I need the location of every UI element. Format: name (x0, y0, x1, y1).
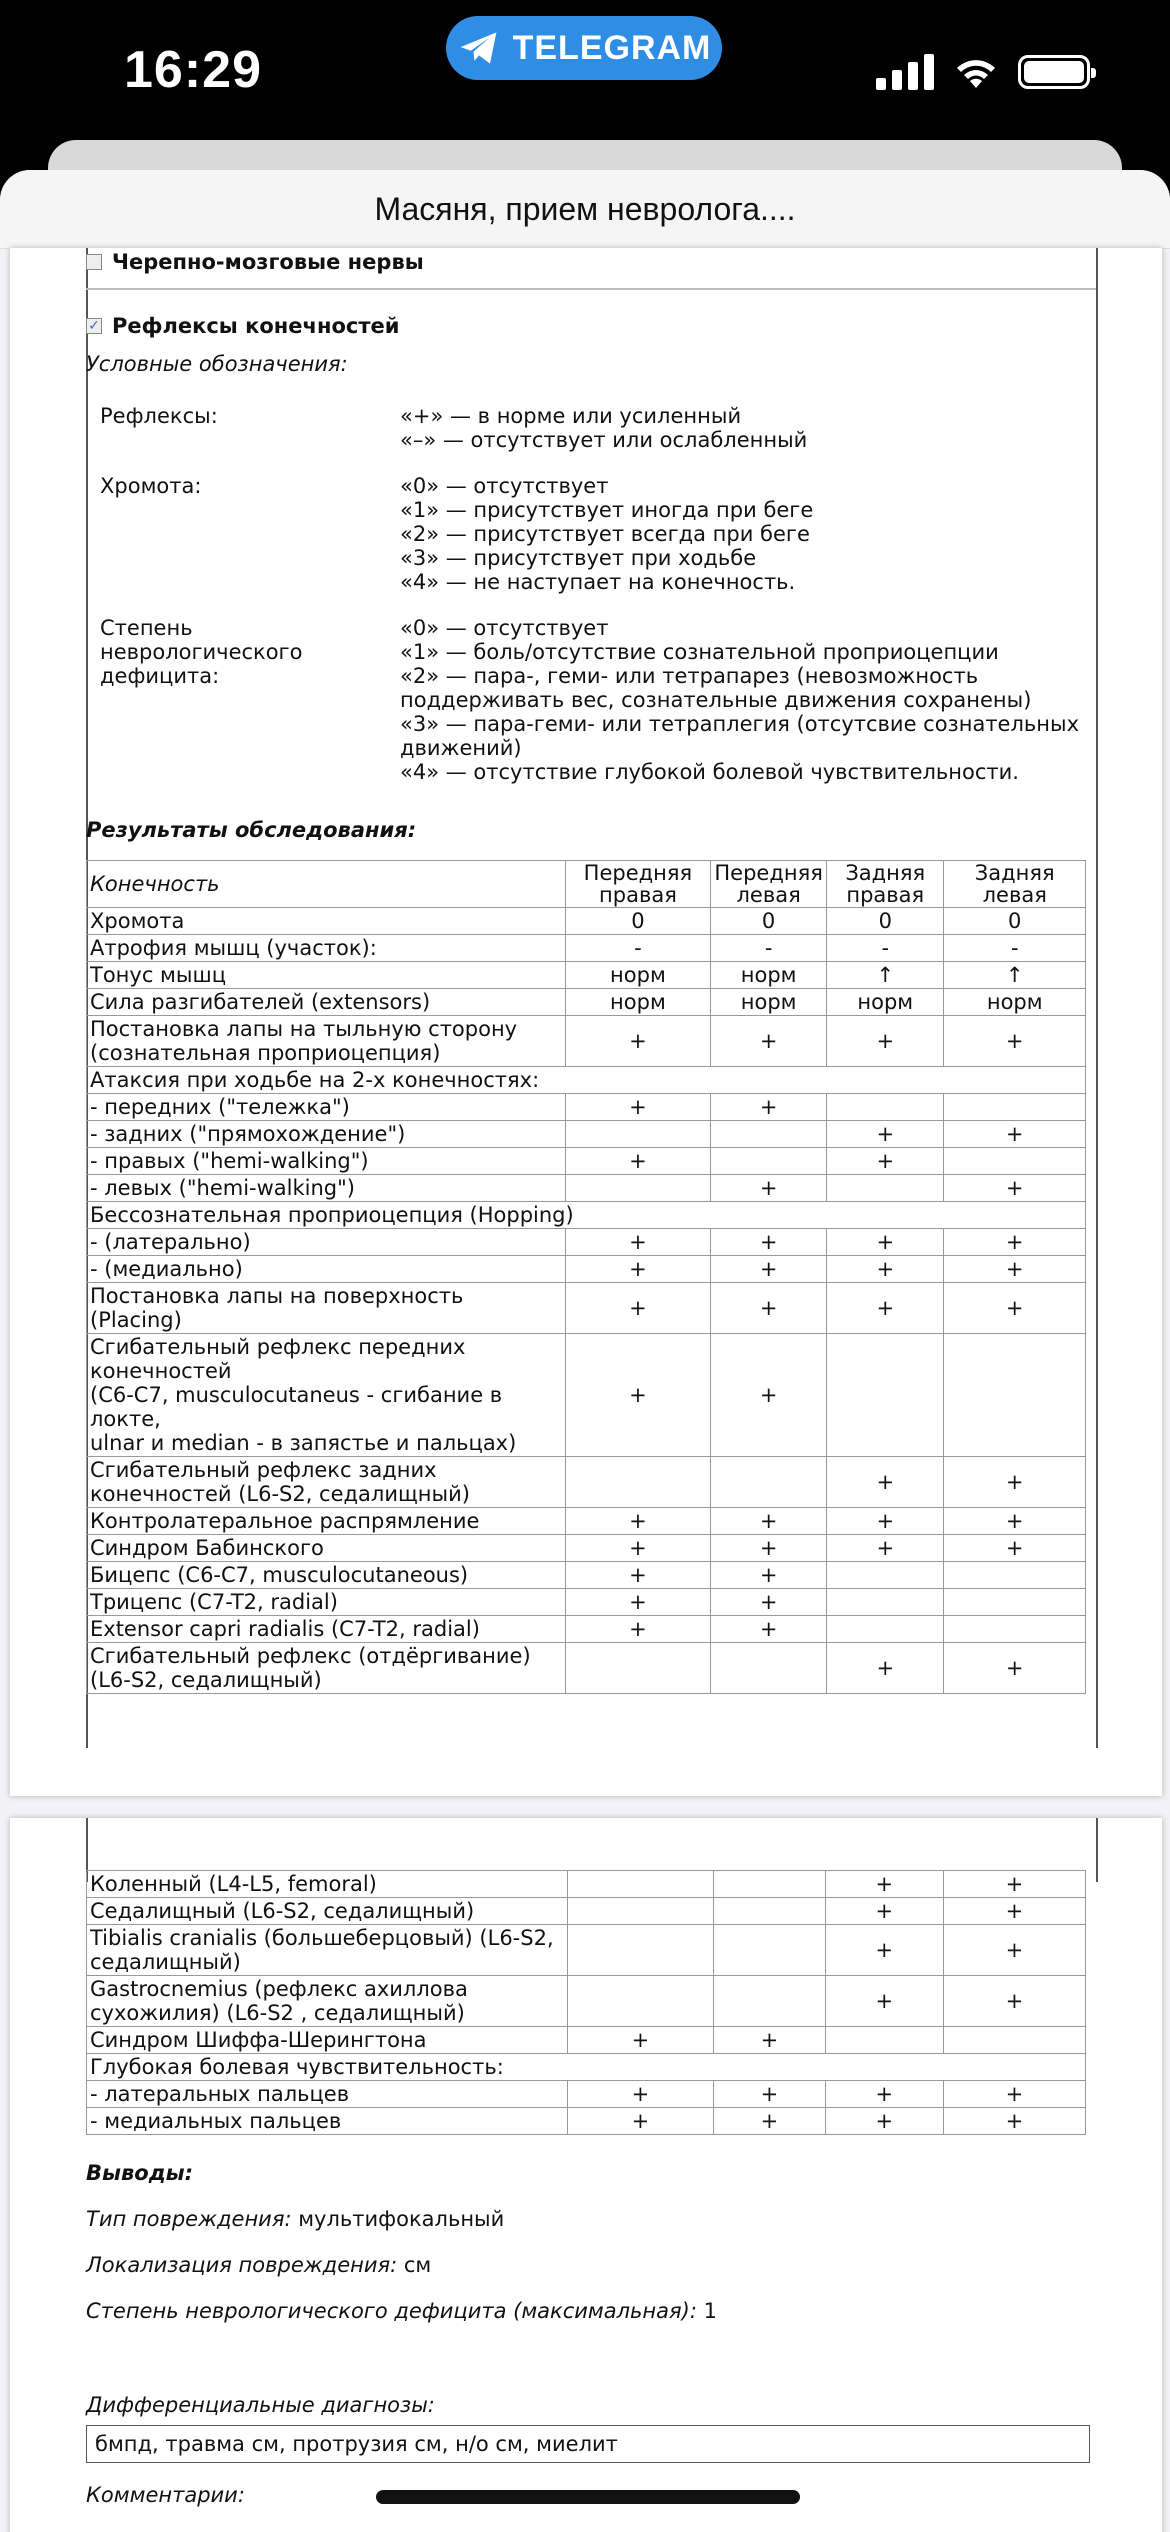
divider (86, 288, 1096, 290)
value-cell: + (711, 1535, 827, 1562)
value-cell: + (943, 1898, 1085, 1925)
damage-type: Тип повреждения: мультифокальный (86, 2207, 505, 2231)
value-cell: + (944, 1016, 1086, 1067)
value-cell (944, 1334, 1086, 1457)
legend-line: «3» — присутствует при ходьбе (400, 546, 757, 570)
value-cell: + (567, 2081, 713, 2108)
value-cell: + (711, 1334, 827, 1457)
section-limb-reflexes (86, 314, 1096, 338)
value-cell (565, 1121, 711, 1148)
value-cell (944, 1148, 1086, 1175)
value-cell: ↑ (944, 962, 1086, 989)
value-cell: + (944, 1457, 1086, 1508)
value-cell: + (565, 1589, 711, 1616)
table-row (87, 2027, 1086, 2054)
table-row (87, 1562, 1086, 1589)
telegram-icon (457, 26, 501, 70)
value-cell: 0 (827, 908, 944, 935)
page-frame-right (1096, 248, 1098, 1748)
value-cell (565, 1457, 711, 1508)
results-table (86, 860, 1086, 1694)
value-cell: ↑ (827, 962, 944, 989)
legend-line: «3» — пара-геми- или тетраплегия (отсутсвие сознательных движений) (400, 712, 1080, 760)
legend-values (400, 404, 1096, 452)
value-cell: норм (565, 962, 711, 989)
table-row (87, 935, 1086, 962)
cranial-checkbox[interactable] (86, 254, 102, 270)
value-cell: + (944, 1121, 1086, 1148)
value-cell: + (825, 1925, 943, 1976)
results-title: Результаты обследования: (86, 818, 417, 842)
value-cell (944, 1094, 1086, 1121)
group-header-cell: Глубокая болевая чувствительность: (87, 2054, 1086, 2081)
value-cell (565, 1175, 711, 1202)
value-cell (944, 1562, 1086, 1589)
value-cell: + (565, 1283, 711, 1334)
value-cell (827, 1175, 944, 1202)
table-header-row (87, 861, 1086, 908)
table-row (87, 962, 1086, 989)
row-label: Extensor capri radialis (C7-T2, radial) (87, 1616, 566, 1643)
value-cell: + (711, 1616, 827, 1643)
value-cell: 0 (565, 908, 711, 935)
value-cell: + (827, 1256, 944, 1283)
value-cell: - (711, 935, 827, 962)
row-label: - левых ("hemi-walking") (87, 1175, 566, 1202)
document-page-1[interactable] (10, 248, 1162, 1796)
value-cell (944, 1589, 1086, 1616)
legend-line: «1» — присутствует иногда при беге (400, 498, 814, 522)
value-cell: 0 (711, 908, 827, 935)
value-cell (711, 1148, 827, 1175)
value-cell: + (711, 1175, 827, 1202)
value-cell: норм (565, 989, 711, 1016)
legend-line: «–» — отсутствует или ослабленный (400, 428, 808, 452)
value-cell: + (827, 1229, 944, 1256)
value-cell: + (711, 1094, 827, 1121)
row-label: - передних ("тележка") (87, 1094, 566, 1121)
row-label: - медиальных пальцев (87, 2108, 568, 2135)
legend-line: «2» — пара-, геми- или тетрапарез (невозможность поддерживать вес, сознательные движения сохранены) (400, 664, 1032, 712)
results-table-continued (86, 1870, 1086, 2135)
value-cell: + (944, 1229, 1086, 1256)
value-cell: + (565, 1229, 711, 1256)
value-cell: + (827, 1643, 944, 1694)
value-cell (714, 1898, 826, 1925)
table-row (87, 1283, 1086, 1334)
row-label: Седалищный (L6-S2, седалищный) (87, 1898, 568, 1925)
table-row (87, 2108, 1086, 2135)
value-cell: + (943, 2108, 1085, 2135)
legend-line: «+» — в норме или усиленный (400, 404, 742, 428)
value-cell: норм (711, 989, 827, 1016)
row-label: Контролатеральное распрямление (87, 1508, 566, 1535)
section-cranial-label: Черепно-мозговые нервы (112, 250, 424, 274)
row-label: - задних ("прямохождение") (87, 1121, 566, 1148)
value-cell: + (827, 1148, 944, 1175)
value-cell: + (944, 1508, 1086, 1535)
value-cell (711, 1121, 827, 1148)
value-cell: + (567, 2027, 713, 2054)
value-cell: + (565, 1148, 711, 1175)
value-cell: + (565, 1094, 711, 1121)
legend-line: «0» — отсутствует (400, 616, 609, 640)
legend-line: «1» — боль/отсутствие сознательной проприоцепции (400, 640, 999, 664)
value-cell (711, 1643, 827, 1694)
row-label: Сила разгибателей (extensors) (87, 989, 566, 1016)
value-cell: + (827, 1457, 944, 1508)
table-row (87, 1643, 1086, 1694)
value-cell: + (714, 2027, 826, 2054)
value-cell: 0 (944, 908, 1086, 935)
table-row (87, 989, 1086, 1016)
value-cell (567, 1871, 713, 1898)
wifi-icon (954, 54, 998, 90)
value-cell (825, 2027, 943, 2054)
table-row (87, 1535, 1086, 1562)
table-row (87, 1898, 1086, 1925)
value-cell: + (565, 1535, 711, 1562)
row-label: Синдром Бабинского (87, 1535, 566, 1562)
row-label: Сгибательный рефлекс передних конечностей (C6-C7, musculocutaneus - сгибание в локте, ulnar и median - в запястье и пальцах) (87, 1334, 566, 1457)
reflexes-checkbox[interactable]: ✓ (86, 318, 102, 334)
value-cell (565, 1643, 711, 1694)
table-row (87, 1175, 1086, 1202)
value-cell: + (714, 2081, 826, 2108)
row-label: Хромота (87, 908, 566, 935)
value-cell: + (825, 2108, 943, 2135)
table-row (87, 1121, 1086, 1148)
row-label: Тонус мышц (87, 962, 566, 989)
value-cell: + (943, 1925, 1085, 1976)
battery-icon (1018, 55, 1090, 89)
damage-localization: Локализация повреждения: см (86, 2253, 432, 2277)
row-label: Tibialis cranialis (большеберцовый) (L6-S2, седалищный) (87, 1925, 568, 1976)
table-row (87, 2054, 1086, 2081)
row-label: Gastrocnemius (рефлекс ахиллова сухожилия) (L6-S2 , седалищный) (87, 1976, 568, 2027)
table-row (87, 1925, 1086, 1976)
column-header: Задняя правая (827, 861, 944, 908)
row-label: Коленный (L4-L5, femoral) (87, 1871, 568, 1898)
row-label: - (латерально) (87, 1229, 566, 1256)
legend (86, 404, 1096, 784)
value-cell (827, 1616, 944, 1643)
value-cell: + (711, 1016, 827, 1067)
document-title: Масяня, прием невролога.... (0, 170, 1170, 249)
column-header: Конечность (87, 861, 566, 908)
table-row (87, 1094, 1086, 1121)
home-indicator[interactable] (376, 2490, 800, 2504)
value-cell: - (827, 935, 944, 962)
table-row (87, 1202, 1086, 1229)
value-cell: + (714, 2108, 826, 2135)
value-cell: - (565, 935, 711, 962)
value-cell (711, 1457, 827, 1508)
value-cell: + (827, 1508, 944, 1535)
legend-line: «0» — отсутствует (400, 474, 609, 498)
table-row (87, 1148, 1086, 1175)
value-cell: + (711, 1508, 827, 1535)
table-row (87, 1871, 1086, 1898)
table-row (87, 1976, 1086, 2027)
telegram-return-pill[interactable] (446, 16, 722, 80)
legend-line: «2» — присутствует всегда при беге (400, 522, 810, 546)
row-label: - правых ("hemi-walking") (87, 1148, 566, 1175)
row-label: Бицепс (C6-C7, musculocutaneous) (87, 1562, 566, 1589)
row-label: Постановка лапы на тыльную сторону (сознательная проприоцепция) (87, 1016, 566, 1067)
value-cell (827, 1562, 944, 1589)
legend-line: «4» — не наступает на конечность. (400, 570, 796, 594)
document-viewer-sheet[interactable] (0, 170, 1170, 2532)
value-cell: + (943, 2081, 1085, 2108)
value-cell: + (565, 1334, 711, 1457)
differential-diagnoses-field[interactable]: бмпд, травма см, протрузия см, н/о см, миелит (86, 2425, 1090, 2463)
value-cell: + (711, 1589, 827, 1616)
group-header-cell: Атаксия при ходьбе на 2-х конечностях: (87, 1067, 1086, 1094)
value-cell: + (711, 1562, 827, 1589)
telegram-pill-label: TELEGRAM (512, 28, 712, 67)
cellular-signal-icon (876, 54, 934, 90)
system-icons (876, 54, 1090, 90)
value-cell (944, 1616, 1086, 1643)
value-cell (827, 1334, 944, 1457)
value-cell: + (567, 2108, 713, 2135)
value-cell: + (565, 1256, 711, 1283)
value-cell: + (827, 1283, 944, 1334)
value-cell: + (944, 1283, 1086, 1334)
table-row (87, 1229, 1086, 1256)
conclusions-title: Выводы: (86, 2161, 194, 2185)
value-cell: + (825, 2081, 943, 2108)
row-label: - латеральных пальцев (87, 2081, 568, 2108)
section-reflexes-label: Рефлексы конечностей (112, 314, 400, 338)
column-header: Передняя правая (565, 861, 711, 908)
value-cell: + (825, 1976, 943, 2027)
value-cell (943, 2027, 1085, 2054)
table-row (87, 1589, 1086, 1616)
value-cell (567, 1898, 713, 1925)
value-cell: + (943, 1976, 1085, 2027)
legend-label: Степень неврологического дефицита: (100, 616, 303, 688)
value-cell: + (827, 1535, 944, 1562)
value-cell: норм (711, 962, 827, 989)
column-header: Передняя левая (711, 861, 827, 908)
legend-title: Условные обозначения: (86, 352, 348, 376)
value-cell (567, 1925, 713, 1976)
value-cell: + (565, 1562, 711, 1589)
value-cell (714, 1871, 826, 1898)
column-header: Задняя левая (944, 861, 1086, 908)
value-cell: + (825, 1871, 943, 1898)
legend-line: «4» — отсутствие глубокой болевой чувствительности. (400, 760, 1019, 784)
section-cranial-nerves (86, 250, 1096, 274)
value-cell: + (825, 1898, 943, 1925)
value-cell (567, 1976, 713, 2027)
table-row (87, 1256, 1086, 1283)
table-row (87, 2081, 1086, 2108)
value-cell: норм (944, 989, 1086, 1016)
value-cell: + (944, 1256, 1086, 1283)
value-cell: норм (827, 989, 944, 1016)
document-page-2[interactable] (10, 1818, 1162, 2532)
value-cell: + (565, 1016, 711, 1067)
row-label: Атрофия мышц (участок): (87, 935, 566, 962)
value-cell (827, 1589, 944, 1616)
legend-label: Рефлексы: (100, 404, 218, 428)
value-cell: + (827, 1121, 944, 1148)
value-cell: + (827, 1016, 944, 1067)
table-row (87, 1067, 1086, 1094)
value-cell (827, 1094, 944, 1121)
differential-label: Дифференциальные диагнозы: (86, 2393, 435, 2417)
conclusions (86, 2161, 1096, 2507)
status-time: 16:29 (124, 41, 262, 99)
value-cell: + (711, 1256, 827, 1283)
value-cell: + (944, 1643, 1086, 1694)
deficit-degree: Степень неврологического дефицита (максимальная): 1 (86, 2299, 717, 2323)
table-row (87, 1616, 1086, 1643)
legend-values (400, 474, 1096, 594)
row-label: Синдром Шиффа-Шерингтона (87, 2027, 568, 2054)
row-label: Трицепс (C7-T2, radial) (87, 1589, 566, 1616)
table-row (87, 1508, 1086, 1535)
row-label: Сгибательный рефлекс задних конечностей (L6-S2, седалищный) (87, 1457, 566, 1508)
legend-values (400, 616, 1096, 784)
status-bar (0, 0, 1170, 150)
value-cell: + (711, 1283, 827, 1334)
value-cell (714, 1925, 826, 1976)
row-label: Сгибательный рефлекс (отдёргивание) (L6-S2, седалищный) (87, 1643, 566, 1694)
value-cell (714, 1976, 826, 2027)
table-row (87, 1334, 1086, 1457)
value-cell: + (711, 1229, 827, 1256)
table-row (87, 1016, 1086, 1067)
row-label: - (медиально) (87, 1256, 566, 1283)
value-cell: + (943, 1871, 1085, 1898)
value-cell: + (565, 1616, 711, 1643)
group-header-cell: Бессознательная проприоцепция (Hopping) (87, 1202, 1086, 1229)
value-cell: + (944, 1535, 1086, 1562)
value-cell: + (944, 1175, 1086, 1202)
table-row (87, 908, 1086, 935)
value-cell: - (944, 935, 1086, 962)
comments-label: Комментарии: (86, 2483, 245, 2507)
value-cell: + (565, 1508, 711, 1535)
page-frame-right (1096, 1818, 1098, 1882)
legend-label: Хромота: (100, 474, 202, 498)
row-label: Постановка лапы на поверхность (Placing) (87, 1283, 566, 1334)
table-row (87, 1457, 1086, 1508)
